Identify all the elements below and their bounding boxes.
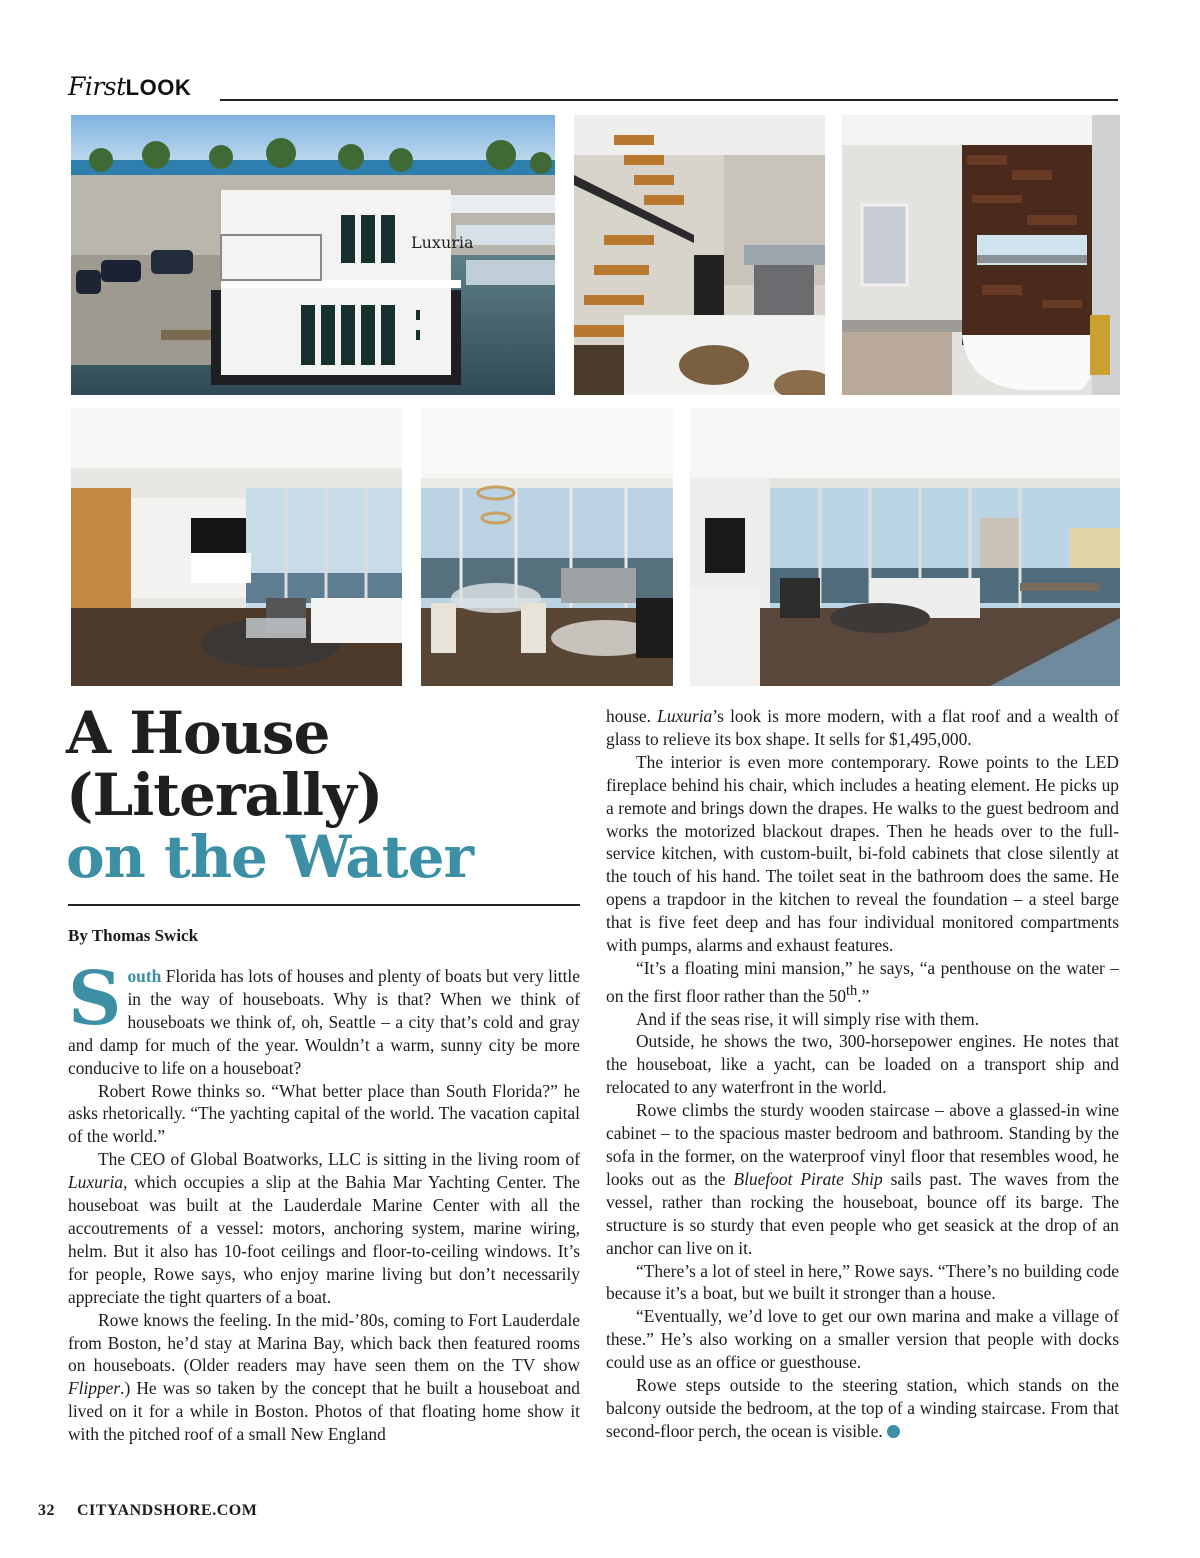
headline-rule	[68, 904, 580, 906]
drop-cap: S	[68, 956, 122, 1042]
paragraph: “Eventually, we’d love to get our own marina and make a village of these.” He’s also working on a smaller version that people with docks could use as an office or guesthouse.	[606, 1306, 1119, 1373]
paragraph	[606, 705, 1119, 751]
photo-bathroom	[842, 115, 1120, 395]
article-column-left	[68, 956, 580, 1446]
paragraph-text: house.	[606, 706, 658, 726]
end-mark-icon	[887, 1425, 900, 1438]
boat-name: Luxuria	[657, 706, 713, 726]
paragraph-text: , which occupies a slip at the Bahia Mar Yachting Center. The houseboat was built at the Lauderdale Marine Center with all the accoutrements of a vessel: motors, anchoring system, marine wiring, helm. But it also has 10-foot ceilings and floor-to-ceiling windows. It’s for people, Rowe says, who enjoy marine living but don’t necessarily appreciate the tight quarters of a boat.	[68, 1172, 580, 1307]
headline-line-3: on the Water	[66, 823, 474, 891]
section-header	[68, 72, 191, 102]
headline-line-1: A House	[66, 699, 330, 767]
superscript: th	[846, 982, 858, 999]
paragraph: The interior is even more contemporary. Rowe points to the LED fireplace behind his chair, which includes a heating element. He picks up a remote and brings down the drapes. He walks to the guest bedroom and works the motorized blackout drapes. Then he heads over to the full-service kitchen, with custom-built, bi-fold cabinets that close silently at the touch of his hand. The toilet seat in the bathroom does the same. He opens a trapdoor in the kitchen to reveal the foundation – a steel barge that is five feet deep and has four individual monitored compartments with pumps, alarms and exhaust features.	[606, 751, 1119, 956]
paragraph	[606, 1099, 1119, 1259]
paragraph: Robert Rowe thinks so. “What better place than South Florida?” he asks rhetorically. “The yachting capital of the world. The vacation capital of the world.”	[68, 1080, 580, 1147]
paragraph-text: .”	[857, 985, 870, 1006]
page-number: 32	[38, 1502, 55, 1519]
paragraph-text: Rowe steps outside to the steering station, which stands on the balcony outside the bedroom, at the top of a winding staircase. From that second-floor perch, the ocean is visible.	[606, 1375, 1119, 1441]
paragraph	[606, 1374, 1119, 1443]
paragraph	[68, 1148, 580, 1308]
ship-name: Bluefoot Pirate Ship	[733, 1168, 883, 1189]
paragraph	[606, 957, 1119, 1008]
paragraph	[68, 956, 580, 1080]
drop-word: outh	[127, 966, 162, 986]
section-script: First	[68, 72, 126, 101]
header-rule	[220, 99, 1118, 101]
boat-name-sign: Luxuria	[411, 233, 474, 252]
photo-exterior-aerial	[71, 115, 555, 395]
paragraph-text: Rowe climbs the sturdy wooden staircase – above a glassed-in wine cabinet – to the spacious master bedroom and bathroom. Standing by the sofa in the former, on the waterproof vinyl floor that resembles wood, he looks out as the	[606, 1100, 1119, 1189]
paragraph-text: sails past. The waves from the vessel, rather than rocking the houseboat, bounce off its barge. The structure is so sturdy that even people who get seasick at the drop of an anchor can live on it.	[606, 1168, 1119, 1258]
page-footer	[38, 1502, 257, 1520]
article-headline	[66, 699, 586, 891]
paragraph-text: Florida has lots of houses and plenty of boats but very little in the way of houseboats. Why is that? When we think of houseboats we think of, oh, Seattle – a city that’s cold and gray and damp for much of the year. Wouldn’t a warm, sunny city be more conducive to life on a houseboat?	[68, 966, 580, 1078]
paragraph: And if the seas rise, it will simply rise with them.	[636, 1008, 979, 1029]
photo-living-room	[71, 408, 402, 686]
paragraph-text: The CEO of Global Boatworks, LLC is sitting in the living room of	[98, 1149, 580, 1170]
paragraph: “There’s a lot of steel in here,” Rowe says. “There’s no building code because it’s a boat, but we built it stronger than a house.	[606, 1260, 1119, 1304]
paragraph-text: Rowe knows the feeling. In the mid-’80s, coming to Fort Lauderdale from Boston, he’d stay at Marina Bay, which back then featured rooms on houseboats. (Older readers may have seen them on the TV show	[68, 1309, 580, 1376]
headline-line-2: (Literally)	[66, 761, 383, 829]
boat-name: Luxuria	[68, 1172, 124, 1193]
photo-staircase-kitchen	[574, 115, 825, 395]
site-name: CITYANDSHORE.COM	[77, 1502, 258, 1519]
byline: By Thomas Swick	[68, 926, 199, 945]
paragraph: Outside, he shows the two, 300-horsepower engines. He notes that the houseboat, like a yacht, can be loaded on a transport ship and relocated to any waterfront in the world.	[606, 1031, 1119, 1098]
paragraph-text: “It’s a floating mini mansion,” he says, “a penthouse on the water – on the first floor rather than the 50	[606, 957, 1119, 1006]
paragraph	[68, 1309, 580, 1446]
section-bold: LOOK	[125, 75, 192, 100]
paragraph-text: ’s look is more modern, with a flat roof and a wealth of glass to relieve its box shape. It sells for $1,495,000.	[606, 706, 1119, 749]
article-column-right	[606, 705, 1119, 1443]
photo-dining-area	[421, 408, 673, 686]
photo-master-bedroom	[690, 408, 1120, 686]
paragraph-text: .) He was so taken by the concept that he built a houseboat and lived on it for a while in Boston. Photos of that floating home show it with the pitched roof of a small New England	[68, 1378, 580, 1445]
tv-show-title: Flipper	[68, 1378, 121, 1399]
